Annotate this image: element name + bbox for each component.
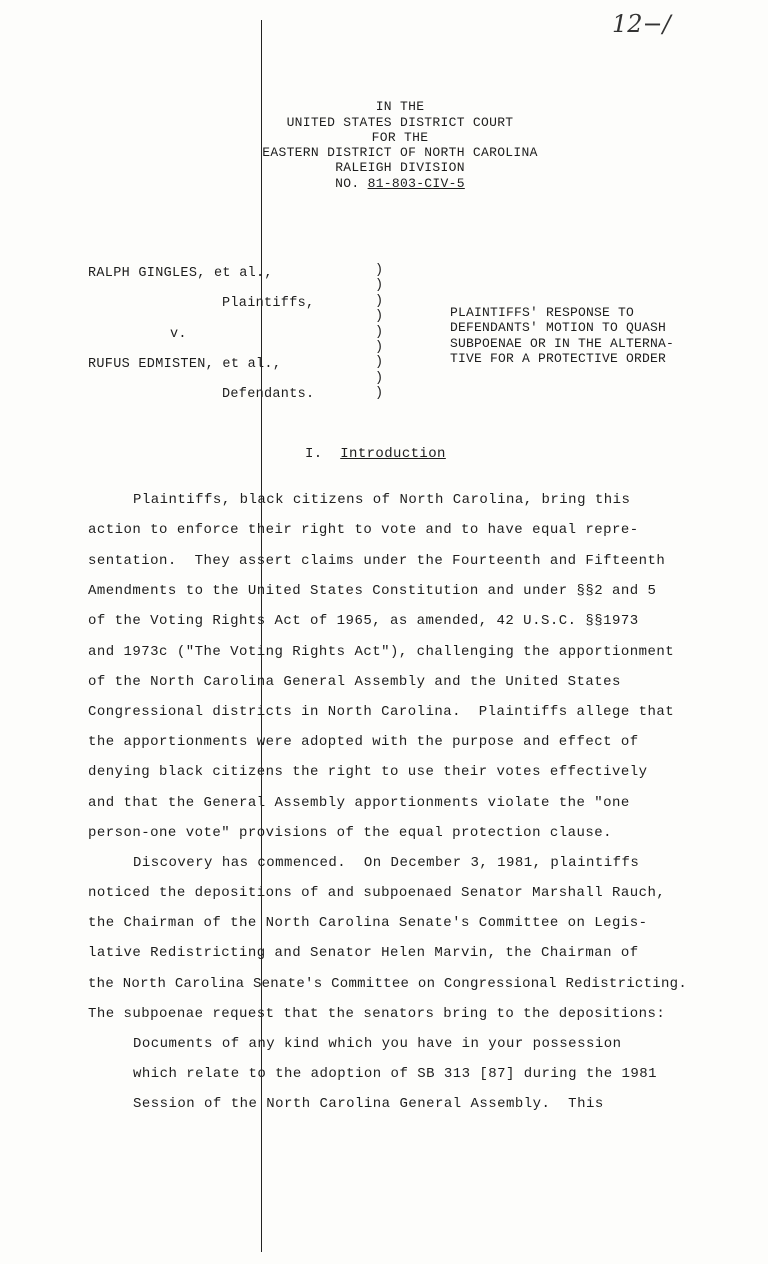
case-number-label: NO. xyxy=(335,176,360,191)
body-line: person-one vote" provisions of the equal protection clause. xyxy=(88,825,613,841)
caption-parentheses: ) ) ) ) ) ) ) ) ) xyxy=(375,263,384,402)
court-header-line: IN THE xyxy=(375,99,425,114)
handwritten-mark: 12−∕ xyxy=(612,10,671,38)
defendant-role: Defendants. xyxy=(222,387,315,402)
body-line: the Chairman of the North Carolina Senate's Committee on Legis- xyxy=(88,915,648,931)
quote-line: which relate to the adoption of SB 313 [87] during the 1981 xyxy=(133,1066,658,1082)
section-heading xyxy=(305,446,446,462)
body-line: of the North Carolina General Assembly and the United States xyxy=(88,674,621,690)
section-title: Introduction xyxy=(340,446,446,462)
document-title: PLAINTIFFS' RESPONSE TO DEFENDANTS' MOTION TO QUASH SUBPOENAE OR IN THE ALTERNA- TIVE FOR A PROTECTIVE ORDER xyxy=(450,305,675,367)
quote-line: Documents of any kind which you have in your possession xyxy=(133,1036,622,1052)
body-line: of the Voting Rights Act of 1965, as amended, 42 U.S.C. §§1973 xyxy=(88,613,639,629)
body-line: noticed the depositions of and subpoenaed Senator Marshall Rauch, xyxy=(88,885,666,901)
body-line: denying black citizens the right to use their votes effectively xyxy=(88,764,648,780)
body-line: Plaintiffs, black citizens of North Carolina, bring this xyxy=(133,492,631,508)
body-line: Amendments to the United States Constitution and under §§2 and 5 xyxy=(88,583,657,599)
body-line: and that the General Assembly apportionments violate the "one xyxy=(88,795,630,811)
body-line: the North Carolina Senate's Committee on Congressional Redistricting. xyxy=(88,976,688,992)
case-number xyxy=(200,176,600,191)
plaintiff-name: RALPH GINGLES, et al., xyxy=(88,266,273,281)
court-header-line: RALEIGH DIVISION xyxy=(335,160,465,175)
body-line: Congressional districts in North Carolina. Plaintiffs allege that xyxy=(88,704,675,720)
court-header-line: UNITED STATES DISTRICT COURT xyxy=(286,115,514,130)
body-line: and 1973c ("The Voting Rights Act"), challenging the apportionment xyxy=(88,644,675,660)
body-line: sentation. They assert claims under the Fourteenth and Fifteenth xyxy=(88,553,666,569)
body-line: action to enforce their right to vote and to have equal repre- xyxy=(88,522,639,538)
plaintiff-role: Plaintiffs, xyxy=(222,296,315,311)
quote-line: Session of the North Carolina General Assembly. This xyxy=(133,1096,604,1112)
versus: v. xyxy=(170,327,187,342)
body-line: the apportionments were adopted with the purpose and effect of xyxy=(88,734,639,750)
section-number: I. xyxy=(305,446,323,462)
body-line: Discovery has commenced. On December 3, 1981, plaintiffs xyxy=(133,855,640,871)
case-number-value: 81-803-CIV-5 xyxy=(367,176,465,191)
body-line: The subpoenae request that the senators bring to the depositions: xyxy=(88,1006,666,1022)
court-header-line: FOR THE xyxy=(371,130,429,145)
defendant-name: RUFUS EDMISTEN, et al., xyxy=(88,357,282,372)
body-line: lative Redistricting and Senator Helen Marvin, the Chairman of xyxy=(88,945,639,961)
court-header-line: EASTERN DISTRICT OF NORTH CAROLINA xyxy=(262,145,538,160)
